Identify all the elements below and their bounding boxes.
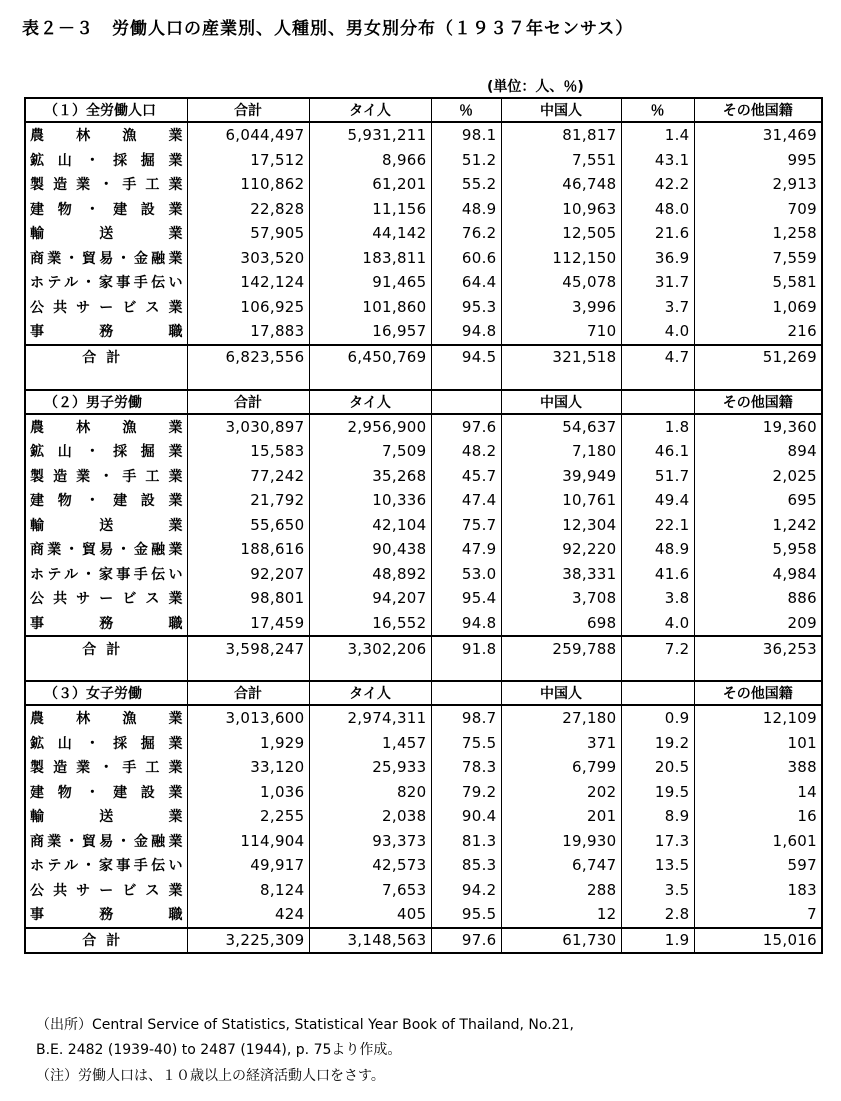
other-cell: 15,016	[694, 928, 822, 953]
total-cell: 17,512	[187, 148, 309, 173]
thai-cell: 61,201	[309, 172, 431, 197]
total-cell: 33,120	[187, 755, 309, 780]
total-cell: 8,124	[187, 878, 309, 903]
total-cell: 17,883	[187, 319, 309, 345]
other-cell: 894	[694, 439, 822, 464]
total-label: 合計	[25, 928, 187, 953]
table-row	[25, 562, 822, 587]
thai-cell: 7,509	[309, 439, 431, 464]
column-header: その他国籍	[694, 390, 822, 414]
chinese-pct-cell: 48.9	[621, 537, 694, 562]
thai-pct-cell: 47.9	[431, 537, 501, 562]
chinese-pct-cell: 22.1	[621, 513, 694, 538]
other-cell: 19,360	[694, 414, 822, 440]
thai-cell: 35,268	[309, 464, 431, 489]
chinese-pct-cell: 51.7	[621, 464, 694, 489]
column-header	[431, 390, 501, 414]
unit-note: (単位：人、％)	[487, 79, 584, 95]
thai-cell: 42,104	[309, 513, 431, 538]
chinese-pct-cell: 3.5	[621, 878, 694, 903]
chinese-cell: 12,505	[501, 221, 621, 246]
table-row	[25, 853, 822, 878]
blank-cell	[187, 369, 309, 390]
column-header: 合計	[187, 390, 309, 414]
chinese-cell: 6,747	[501, 853, 621, 878]
industry-label: 建物・建設業	[30, 493, 183, 510]
chinese-cell: 10,963	[501, 197, 621, 222]
column-header: ％	[431, 98, 501, 122]
total-cell: 424	[187, 902, 309, 928]
table-row	[25, 731, 822, 756]
total-cell: 1,036	[187, 780, 309, 805]
other-cell: 101	[694, 731, 822, 756]
other-cell: 695	[694, 488, 822, 513]
chinese-cell: 201	[501, 804, 621, 829]
industry-label: 農林漁業	[30, 128, 183, 145]
total-cell: 1,929	[187, 731, 309, 756]
industry-label: 商業・貿易・金融業	[30, 542, 183, 559]
table-row	[25, 197, 822, 222]
chinese-pct-cell: 0.9	[621, 705, 694, 731]
section-title: （２）男子労働	[25, 390, 187, 414]
other-cell: 31,469	[694, 122, 822, 148]
thai-cell: 42,573	[309, 853, 431, 878]
column-header: 中国人	[501, 390, 621, 414]
other-cell: 1,069	[694, 295, 822, 320]
thai-pct-cell: 79.2	[431, 780, 501, 805]
total-cell: 3,030,897	[187, 414, 309, 440]
chinese-pct-cell: 36.9	[621, 246, 694, 271]
other-cell: 36,253	[694, 636, 822, 660]
table-row	[25, 414, 822, 440]
section-title: （３）女子労働	[25, 681, 187, 705]
total-cell: 21,792	[187, 488, 309, 513]
thai-cell: 48,892	[309, 562, 431, 587]
thai-pct-cell: 75.5	[431, 731, 501, 756]
chinese-pct-cell: 1.4	[621, 122, 694, 148]
total-row	[25, 928, 822, 953]
column-header	[621, 390, 694, 414]
chinese-pct-cell: 1.9	[621, 928, 694, 953]
thai-pct-cell: 85.3	[431, 853, 501, 878]
chinese-pct-cell: 17.3	[621, 829, 694, 854]
chinese-cell: 6,799	[501, 755, 621, 780]
total-cell: 6,823,556	[187, 345, 309, 369]
thai-pct-cell: 75.7	[431, 513, 501, 538]
thai-pct-cell: 45.7	[431, 464, 501, 489]
chinese-pct-cell: 7.2	[621, 636, 694, 660]
table-title: 表２－３ 労働人口の産業別、人種別、男女別分布（１９３７年センサス）	[22, 19, 634, 39]
table-body	[25, 98, 822, 953]
total-cell: 3,013,600	[187, 705, 309, 731]
thai-pct-cell: 94.2	[431, 878, 501, 903]
thai-pct-cell: 90.4	[431, 804, 501, 829]
thai-pct-cell: 95.3	[431, 295, 501, 320]
section-header-row	[25, 681, 822, 705]
table-row	[25, 319, 822, 345]
table-row	[25, 221, 822, 246]
industry-label: 公共サービス業	[30, 882, 183, 899]
thai-pct-cell: 94.5	[431, 345, 501, 369]
thai-cell: 820	[309, 780, 431, 805]
thai-pct-cell: 78.3	[431, 755, 501, 780]
chinese-pct-cell: 3.7	[621, 295, 694, 320]
column-header: その他国籍	[694, 681, 822, 705]
section-title: （１）全労働人口	[25, 98, 187, 122]
thai-cell: 405	[309, 902, 431, 928]
table-row	[25, 464, 822, 489]
thai-cell: 25,933	[309, 755, 431, 780]
industry-label: 公共サービス業	[30, 591, 183, 608]
chinese-cell: 698	[501, 611, 621, 637]
other-cell: 5,581	[694, 270, 822, 295]
industry-label: 事務職	[30, 324, 183, 341]
thai-pct-cell: 76.2	[431, 221, 501, 246]
blank-cell	[501, 369, 621, 390]
table-row	[25, 902, 822, 928]
other-cell: 1,601	[694, 829, 822, 854]
industry-label: 鉱山・採掘業	[30, 152, 183, 169]
chinese-pct-cell: 8.9	[621, 804, 694, 829]
chinese-cell: 54,637	[501, 414, 621, 440]
table-row	[25, 513, 822, 538]
chinese-pct-cell: 4.0	[621, 611, 694, 637]
table-row	[25, 611, 822, 637]
thai-cell: 3,302,206	[309, 636, 431, 660]
thai-pct-cell: 98.1	[431, 122, 501, 148]
chinese-cell: 10,761	[501, 488, 621, 513]
column-header: タイ人	[309, 98, 431, 122]
blank-cell	[501, 660, 621, 681]
blank-cell	[431, 660, 501, 681]
chinese-pct-cell: 41.6	[621, 562, 694, 587]
table-row	[25, 537, 822, 562]
chinese-pct-cell: 1.8	[621, 414, 694, 440]
table-row	[25, 122, 822, 148]
thai-cell: 2,038	[309, 804, 431, 829]
thai-pct-cell: 64.4	[431, 270, 501, 295]
thai-cell: 2,974,311	[309, 705, 431, 731]
chinese-pct-cell: 13.5	[621, 853, 694, 878]
chinese-cell: 92,220	[501, 537, 621, 562]
thai-pct-cell: 53.0	[431, 562, 501, 587]
source-note-line1: （出所）Central Service of Statistics, Statistical Year Book of Thailand, No.21,	[36, 1017, 574, 1033]
table-row	[25, 586, 822, 611]
chinese-cell: 3,996	[501, 295, 621, 320]
chinese-pct-cell: 4.7	[621, 345, 694, 369]
chinese-cell: 19,930	[501, 829, 621, 854]
industry-label: 製造業・手工業	[30, 760, 183, 777]
chinese-cell: 202	[501, 780, 621, 805]
column-header: 合計	[187, 681, 309, 705]
chinese-cell: 259,788	[501, 636, 621, 660]
industry-label: 公共サービス業	[30, 299, 183, 316]
industry-label: 建物・建設業	[30, 201, 183, 218]
chinese-pct-cell: 42.2	[621, 172, 694, 197]
other-cell: 886	[694, 586, 822, 611]
thai-pct-cell: 55.2	[431, 172, 501, 197]
column-header: 中国人	[501, 681, 621, 705]
chinese-cell: 46,748	[501, 172, 621, 197]
total-cell: 49,917	[187, 853, 309, 878]
total-row	[25, 345, 822, 369]
column-header: その他国籍	[694, 98, 822, 122]
chinese-pct-cell: 49.4	[621, 488, 694, 513]
chinese-pct-cell: 43.1	[621, 148, 694, 173]
chinese-pct-cell: 3.8	[621, 586, 694, 611]
column-header: 中国人	[501, 98, 621, 122]
table-row	[25, 270, 822, 295]
column-header: タイ人	[309, 681, 431, 705]
table-row	[25, 780, 822, 805]
chinese-cell: 371	[501, 731, 621, 756]
blank-cell	[621, 660, 694, 681]
table-row	[25, 246, 822, 271]
other-cell: 2,025	[694, 464, 822, 489]
thai-pct-cell: 48.9	[431, 197, 501, 222]
chinese-cell: 288	[501, 878, 621, 903]
chinese-pct-cell: 48.0	[621, 197, 694, 222]
industry-label: ホテル・家事手伝い	[30, 275, 183, 292]
table-row	[25, 878, 822, 903]
other-cell: 709	[694, 197, 822, 222]
table-row	[25, 295, 822, 320]
total-cell: 2,255	[187, 804, 309, 829]
other-cell: 597	[694, 853, 822, 878]
thai-cell: 8,966	[309, 148, 431, 173]
chinese-cell: 38,331	[501, 562, 621, 587]
total-label: 合計	[25, 636, 187, 660]
thai-cell: 1,457	[309, 731, 431, 756]
column-header: タイ人	[309, 390, 431, 414]
chinese-pct-cell: 2.8	[621, 902, 694, 928]
industry-label: 製造業・手工業	[30, 468, 183, 485]
thai-pct-cell: 91.8	[431, 636, 501, 660]
industry-label: 鉱山・採掘業	[30, 735, 183, 752]
table-row	[25, 755, 822, 780]
total-cell: 142,124	[187, 270, 309, 295]
thai-cell: 93,373	[309, 829, 431, 854]
chinese-cell: 12	[501, 902, 621, 928]
thai-pct-cell: 94.8	[431, 611, 501, 637]
total-cell: 22,828	[187, 197, 309, 222]
chinese-cell: 61,730	[501, 928, 621, 953]
other-cell: 51,269	[694, 345, 822, 369]
industry-label: ホテル・家事手伝い	[30, 566, 183, 583]
thai-pct-cell: 97.6	[431, 928, 501, 953]
table-row	[25, 148, 822, 173]
thai-cell: 183,811	[309, 246, 431, 271]
total-label: 合計	[25, 345, 187, 369]
thai-pct-cell: 97.6	[431, 414, 501, 440]
industry-label: 輸送業	[30, 809, 183, 826]
other-cell: 209	[694, 611, 822, 637]
other-cell: 14	[694, 780, 822, 805]
total-cell: 98,801	[187, 586, 309, 611]
chinese-pct-cell: 20.5	[621, 755, 694, 780]
chinese-cell: 7,180	[501, 439, 621, 464]
table-row	[25, 804, 822, 829]
industry-label: 商業・貿易・金融業	[30, 833, 183, 850]
column-header	[431, 681, 501, 705]
thai-pct-cell: 95.5	[431, 902, 501, 928]
total-cell: 110,862	[187, 172, 309, 197]
industry-label: 事務職	[30, 615, 183, 632]
total-cell: 6,044,497	[187, 122, 309, 148]
other-cell: 995	[694, 148, 822, 173]
thai-pct-cell: 95.4	[431, 586, 501, 611]
total-cell: 3,598,247	[187, 636, 309, 660]
other-cell: 7	[694, 902, 822, 928]
thai-pct-cell: 81.3	[431, 829, 501, 854]
total-cell: 77,242	[187, 464, 309, 489]
other-cell: 16	[694, 804, 822, 829]
other-cell: 4,984	[694, 562, 822, 587]
column-header: 合計	[187, 98, 309, 122]
other-cell: 5,958	[694, 537, 822, 562]
blank-cell	[25, 369, 187, 390]
thai-cell: 2,956,900	[309, 414, 431, 440]
thai-pct-cell: 98.7	[431, 705, 501, 731]
other-cell: 388	[694, 755, 822, 780]
industry-label: 商業・貿易・金融業	[30, 250, 183, 267]
spacer-row	[25, 660, 822, 681]
total-cell: 92,207	[187, 562, 309, 587]
thai-cell: 101,860	[309, 295, 431, 320]
chinese-cell: 45,078	[501, 270, 621, 295]
industry-label: 輸送業	[30, 517, 183, 534]
thai-cell: 90,438	[309, 537, 431, 562]
chinese-pct-cell: 19.5	[621, 780, 694, 805]
total-row	[25, 636, 822, 660]
chinese-pct-cell: 31.7	[621, 270, 694, 295]
thai-cell: 3,148,563	[309, 928, 431, 953]
table-row	[25, 488, 822, 513]
source-note-line2: B.E. 2482 (1939-40) to 2487 (1944), p. 75より作成。	[36, 1042, 402, 1058]
thai-pct-cell: 47.4	[431, 488, 501, 513]
industry-label: 農林漁業	[30, 419, 183, 436]
chinese-cell: 710	[501, 319, 621, 345]
total-cell: 188,616	[187, 537, 309, 562]
table-row	[25, 172, 822, 197]
blank-cell	[694, 660, 822, 681]
total-cell: 55,650	[187, 513, 309, 538]
blank-cell	[431, 369, 501, 390]
thai-pct-cell: 48.2	[431, 439, 501, 464]
blank-cell	[25, 660, 187, 681]
thai-cell: 16,957	[309, 319, 431, 345]
chinese-pct-cell: 4.0	[621, 319, 694, 345]
blank-cell	[621, 369, 694, 390]
industry-label: 農林漁業	[30, 711, 183, 728]
chinese-cell: 321,518	[501, 345, 621, 369]
total-cell: 303,520	[187, 246, 309, 271]
blank-cell	[309, 369, 431, 390]
chinese-cell: 3,708	[501, 586, 621, 611]
chinese-pct-cell: 46.1	[621, 439, 694, 464]
thai-cell: 91,465	[309, 270, 431, 295]
chinese-cell: 27,180	[501, 705, 621, 731]
total-cell: 106,925	[187, 295, 309, 320]
industry-label: 輸送業	[30, 226, 183, 243]
thai-cell: 44,142	[309, 221, 431, 246]
thai-cell: 6,450,769	[309, 345, 431, 369]
other-cell: 12,109	[694, 705, 822, 731]
industry-label: ホテル・家事手伝い	[30, 858, 183, 875]
chinese-pct-cell: 21.6	[621, 221, 694, 246]
table-row	[25, 439, 822, 464]
thai-pct-cell: 60.6	[431, 246, 501, 271]
table-row	[25, 705, 822, 731]
thai-cell: 94,207	[309, 586, 431, 611]
thai-cell: 5,931,211	[309, 122, 431, 148]
thai-pct-cell: 94.8	[431, 319, 501, 345]
other-cell: 1,258	[694, 221, 822, 246]
chinese-pct-cell: 19.2	[621, 731, 694, 756]
thai-cell: 11,156	[309, 197, 431, 222]
industry-label: 製造業・手工業	[30, 177, 183, 194]
chinese-cell: 7,551	[501, 148, 621, 173]
section-header-row	[25, 98, 822, 122]
other-cell: 2,913	[694, 172, 822, 197]
chinese-cell: 39,949	[501, 464, 621, 489]
column-header: ％	[621, 98, 694, 122]
labor-distribution-table	[24, 97, 823, 954]
other-cell: 183	[694, 878, 822, 903]
total-cell: 15,583	[187, 439, 309, 464]
other-cell: 1,242	[694, 513, 822, 538]
total-cell: 57,905	[187, 221, 309, 246]
column-header	[621, 681, 694, 705]
thai-cell: 16,552	[309, 611, 431, 637]
blank-cell	[309, 660, 431, 681]
section-header-row	[25, 390, 822, 414]
blank-cell	[187, 660, 309, 681]
industry-label: 鉱山・採掘業	[30, 444, 183, 461]
chinese-cell: 81,817	[501, 122, 621, 148]
total-cell: 3,225,309	[187, 928, 309, 953]
thai-cell: 7,653	[309, 878, 431, 903]
total-cell: 17,459	[187, 611, 309, 637]
industry-label: 建物・建設業	[30, 784, 183, 801]
total-cell: 114,904	[187, 829, 309, 854]
thai-pct-cell: 51.2	[431, 148, 501, 173]
thai-cell: 10,336	[309, 488, 431, 513]
other-cell: 7,559	[694, 246, 822, 271]
other-cell: 216	[694, 319, 822, 345]
chinese-cell: 12,304	[501, 513, 621, 538]
industry-label: 事務職	[30, 907, 183, 924]
footnote: （注）労働人口は、１０歳以上の経済活動人口をさす。	[36, 1068, 385, 1084]
chinese-cell: 112,150	[501, 246, 621, 271]
spacer-row	[25, 369, 822, 390]
blank-cell	[694, 369, 822, 390]
table-row	[25, 829, 822, 854]
